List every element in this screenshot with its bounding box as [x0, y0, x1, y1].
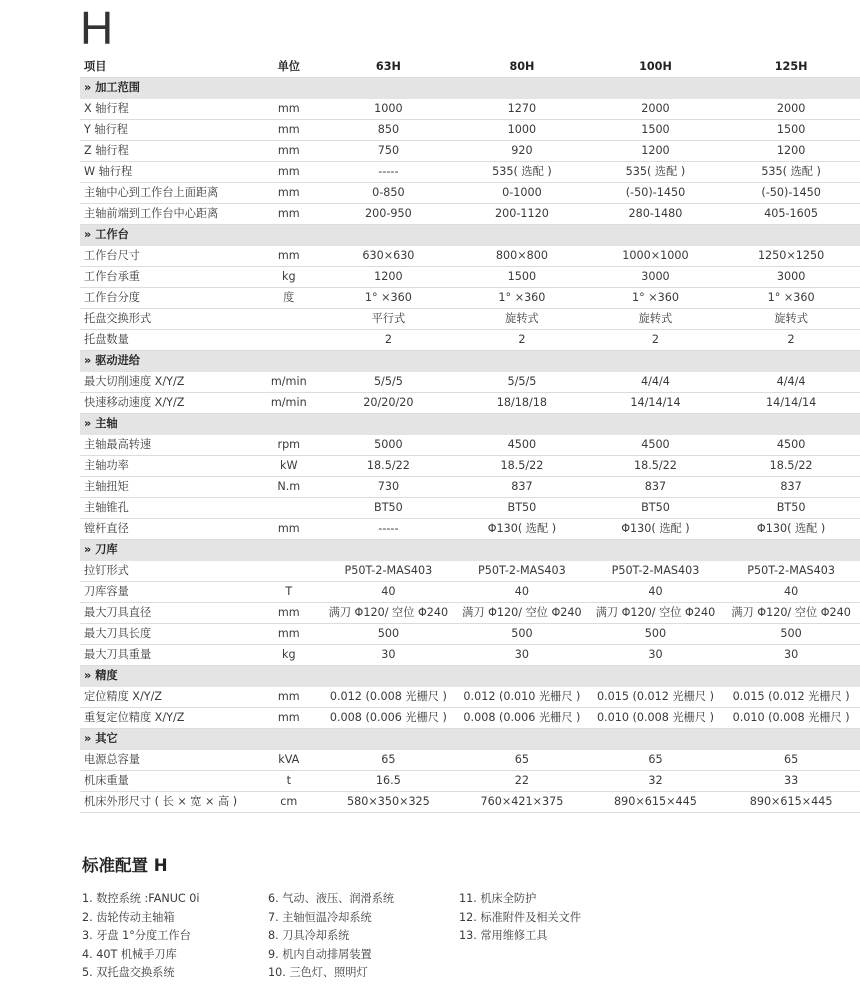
- spec-value: 18.5/22: [722, 456, 860, 477]
- spec-unit: mm: [256, 687, 322, 708]
- spec-unit: [256, 498, 322, 519]
- spec-value: 1500: [455, 267, 589, 288]
- spec-value: Φ130( 选配 ): [589, 519, 723, 540]
- spec-value: 20/20/20: [322, 393, 456, 414]
- spec-value: 0-1000: [455, 183, 589, 204]
- section-marker-icon: »: [84, 228, 92, 241]
- spec-item: 快速移动速度 X/Y/Z: [80, 393, 256, 414]
- spec-item: Y 轴行程: [80, 120, 256, 141]
- spec-value: 0.012 (0.010 光栅尺 ): [455, 687, 589, 708]
- standard-config-item: 7. 主轴恒温冷却系统: [268, 910, 372, 924]
- spec-value: 1° ×360: [455, 288, 589, 309]
- spec-value: 4/4/4: [722, 372, 860, 393]
- spec-value: 890×615×445: [589, 792, 723, 813]
- spec-value: 500: [589, 624, 723, 645]
- spec-unit: t: [256, 771, 322, 792]
- spec-value: 837: [722, 477, 860, 498]
- standard-config-item: 13. 常用维修工具: [459, 929, 548, 942]
- spec-unit: mm: [256, 120, 322, 141]
- spec-unit: kg: [256, 645, 322, 666]
- section-row: [80, 414, 860, 435]
- spec-item: 刀库容量: [80, 582, 256, 603]
- spec-unit: mm: [256, 246, 322, 267]
- spec-value: 2: [455, 330, 589, 351]
- section-title: [80, 78, 860, 99]
- spec-unit: m/min: [256, 393, 322, 414]
- table-row: [80, 267, 860, 288]
- section-title-text: 精度: [95, 669, 118, 682]
- section-marker-icon: »: [84, 669, 92, 682]
- table-row: [80, 330, 860, 351]
- spec-value: 旋转式: [455, 309, 589, 330]
- spec-value: P50T-2-MAS403: [455, 561, 589, 582]
- spec-value: 旋转式: [589, 309, 723, 330]
- spec-value: 0.008 (0.006 光栅尺 ): [322, 708, 456, 729]
- spec-value: 1200: [322, 267, 456, 288]
- spec-value: 18.5/22: [589, 456, 723, 477]
- spec-table: [80, 57, 860, 813]
- spec-unit: [256, 330, 322, 351]
- section-title-text: 主轴: [95, 417, 118, 430]
- header-unit: 单位: [256, 57, 322, 78]
- section-title: [80, 414, 860, 435]
- spec-value: 200-950: [322, 204, 456, 225]
- spec-item: 拉钉形式: [80, 561, 256, 582]
- spec-value: 5000: [322, 435, 456, 456]
- table-row: [80, 456, 860, 477]
- spec-value: 18.5/22: [455, 456, 589, 477]
- section-title-text: 加工范围: [95, 81, 140, 94]
- spec-value: 4500: [455, 435, 589, 456]
- spec-value: P50T-2-MAS403: [589, 561, 723, 582]
- table-row: [80, 792, 860, 813]
- header-model: 63H: [322, 57, 456, 78]
- spec-value: 30: [589, 645, 723, 666]
- section-title: [80, 729, 860, 750]
- spec-item: 工作台分度: [80, 288, 256, 309]
- spec-value: 2: [589, 330, 723, 351]
- spec-value: 40: [589, 582, 723, 603]
- spec-value: 30: [455, 645, 589, 666]
- spec-item: 定位精度 X/Y/Z: [80, 687, 256, 708]
- spec-value: 满刀 Φ120/ 空位 Φ240: [455, 603, 589, 624]
- spec-item: 主轴锥孔: [80, 498, 256, 519]
- spec-unit: rpm: [256, 435, 322, 456]
- spec-item: X 轴行程: [80, 99, 256, 120]
- spec-unit: kg: [256, 267, 322, 288]
- spec-unit: 度: [256, 288, 322, 309]
- spec-value: 4500: [722, 435, 860, 456]
- spec-value: 1° ×360: [722, 288, 860, 309]
- spec-value: 535( 选配 ): [455, 162, 589, 183]
- table-row: [80, 750, 860, 771]
- table-row: [80, 603, 860, 624]
- standard-config-item: 2. 齿轮传动主轴箱: [82, 910, 175, 924]
- spec-value: 30: [322, 645, 456, 666]
- section-marker-icon: »: [84, 417, 92, 430]
- spec-value: 0-850: [322, 183, 456, 204]
- spec-value: 65: [322, 750, 456, 771]
- spec-value: 2: [322, 330, 456, 351]
- spec-unit: mm: [256, 204, 322, 225]
- spec-value: 837: [455, 477, 589, 498]
- spec-value: 405-1605: [722, 204, 860, 225]
- spec-value: 65: [589, 750, 723, 771]
- spec-value: 535( 选配 ): [589, 162, 723, 183]
- spec-value: 0.008 (0.006 光栅尺 ): [455, 708, 589, 729]
- spec-value: 630×630: [322, 246, 456, 267]
- spec-value: 280-1480: [589, 204, 723, 225]
- standard-config-item: 3. 牙盘 1°分度工作台: [82, 929, 191, 942]
- spec-item: 电源总容量: [80, 750, 256, 771]
- section-row: [80, 666, 860, 687]
- section-marker-icon: »: [84, 81, 92, 94]
- spec-item: 镗杆直径: [80, 519, 256, 540]
- spec-value: 535( 选配 ): [722, 162, 860, 183]
- spec-value: P50T-2-MAS403: [722, 561, 860, 582]
- spec-value: Φ130( 选配 ): [455, 519, 589, 540]
- section-row: [80, 540, 860, 561]
- spec-item: 工作台尺寸: [80, 246, 256, 267]
- spec-value: 890×615×445: [722, 792, 860, 813]
- spec-value: 0.012 (0.008 光栅尺 ): [322, 687, 456, 708]
- section-row: [80, 225, 860, 246]
- table-row: [80, 771, 860, 792]
- spec-value: 平行式: [322, 309, 456, 330]
- spec-value: 500: [322, 624, 456, 645]
- section-title-text: 刀库: [95, 543, 118, 556]
- spec-item: Z 轴行程: [80, 141, 256, 162]
- spec-value: 580×350×325: [322, 792, 456, 813]
- spec-value: 1270: [455, 99, 589, 120]
- table-row: [80, 120, 860, 141]
- header-model: 125H: [722, 57, 860, 78]
- spec-value: 5/5/5: [322, 372, 456, 393]
- spec-value: 40: [322, 582, 456, 603]
- section-title-text: 驱动进给: [95, 354, 140, 367]
- spec-value: 满刀 Φ120/ 空位 Φ240: [322, 603, 456, 624]
- spec-value: 旋转式: [722, 309, 860, 330]
- spec-unit: mm: [256, 99, 322, 120]
- spec-value: 4/4/4: [589, 372, 723, 393]
- spec-item: 工作台承重: [80, 267, 256, 288]
- table-row: [80, 246, 860, 267]
- spec-unit: mm: [256, 624, 322, 645]
- table-row: [80, 393, 860, 414]
- spec-value: 1250×1250: [722, 246, 860, 267]
- spec-value: 65: [455, 750, 589, 771]
- standard-config-item: 5. 双托盘交换系统: [82, 966, 175, 979]
- header-model: 80H: [455, 57, 589, 78]
- standard-config-item: 9. 机内自动排屑装置: [268, 947, 372, 961]
- spec-value: 40: [722, 582, 860, 603]
- section-row: [80, 78, 860, 99]
- table-header-row: [80, 57, 860, 78]
- spec-value: Φ130( 选配 ): [722, 519, 860, 540]
- spec-item: 重复定位精度 X/Y/Z: [80, 708, 256, 729]
- spec-value: 33: [722, 771, 860, 792]
- spec-item: 主轴前端到工作台中心距离: [80, 204, 256, 225]
- table-row: [80, 183, 860, 204]
- table-row: [80, 708, 860, 729]
- header-model: 100H: [589, 57, 723, 78]
- spec-value: 1000: [455, 120, 589, 141]
- spec-value: 0.010 (0.008 光栅尺 ): [722, 708, 860, 729]
- table-row: [80, 624, 860, 645]
- spec-value: 730: [322, 477, 456, 498]
- spec-value: 500: [455, 624, 589, 645]
- table-row: [80, 204, 860, 225]
- spec-value: 5/5/5: [455, 372, 589, 393]
- spec-value: 2: [722, 330, 860, 351]
- spec-unit: [256, 561, 322, 582]
- spec-value: 2000: [722, 99, 860, 120]
- page-letter: H: [80, 2, 114, 54]
- table-row: [80, 519, 860, 540]
- table-row: [80, 435, 860, 456]
- spec-value: BT50: [455, 498, 589, 519]
- section-title: [80, 225, 860, 246]
- spec-value: BT50: [722, 498, 860, 519]
- spec-value: 满刀 Φ120/ 空位 Φ240: [589, 603, 723, 624]
- section-title: [80, 351, 860, 372]
- spec-unit: mm: [256, 183, 322, 204]
- spec-item: 托盘数量: [80, 330, 256, 351]
- section-marker-icon: »: [84, 732, 92, 745]
- standard-config-item: 1. 数控系统 :FANUC 0i: [82, 892, 200, 905]
- spec-item: 最大刀具直径: [80, 603, 256, 624]
- table-row: [80, 162, 860, 183]
- spec-value: 1200: [589, 141, 723, 162]
- spec-value: 4500: [589, 435, 723, 456]
- spec-item: 主轴中心到工作台上面距离: [80, 183, 256, 204]
- table-row: [80, 645, 860, 666]
- spec-item: 主轴最高转速: [80, 435, 256, 456]
- spec-value: 760×421×375: [455, 792, 589, 813]
- spec-value: 3000: [589, 267, 723, 288]
- spec-value: 16.5: [322, 771, 456, 792]
- spec-value: -----: [322, 519, 456, 540]
- spec-unit: kW: [256, 456, 322, 477]
- standard-config-item: 6. 气动、液压、润滑系统: [268, 892, 395, 905]
- spec-value: 1000×1000: [589, 246, 723, 267]
- spec-value: 0.010 (0.008 光栅尺 ): [589, 708, 723, 729]
- spec-item: 最大刀具重量: [80, 645, 256, 666]
- table-row: [80, 582, 860, 603]
- spec-unit: mm: [256, 519, 322, 540]
- spec-value: 200-1120: [455, 204, 589, 225]
- spec-value: 22: [455, 771, 589, 792]
- section-title-text: 工作台: [95, 228, 129, 241]
- section-title: [80, 540, 860, 561]
- table-row: [80, 141, 860, 162]
- spec-value: 14/14/14: [722, 393, 860, 414]
- table-row: [80, 477, 860, 498]
- spec-item: 最大刀具长度: [80, 624, 256, 645]
- section-marker-icon: »: [84, 543, 92, 556]
- spec-value: 2000: [589, 99, 723, 120]
- spec-value: 1500: [722, 120, 860, 141]
- spec-value: (-50)-1450: [589, 183, 723, 204]
- standard-config-item: 8. 刀具冷却系统: [268, 929, 350, 942]
- section-title: [80, 666, 860, 687]
- spec-value: 1200: [722, 141, 860, 162]
- spec-value: -----: [322, 162, 456, 183]
- spec-value: 30: [722, 645, 860, 666]
- table-row: [80, 288, 860, 309]
- spec-table-body: [80, 57, 860, 813]
- spec-item: 托盘交换形式: [80, 309, 256, 330]
- spec-value: (-50)-1450: [722, 183, 860, 204]
- spec-value: 750: [322, 141, 456, 162]
- spec-value: 0.015 (0.012 光栅尺 ): [722, 687, 860, 708]
- spec-unit: [256, 309, 322, 330]
- spec-value: 18.5/22: [322, 456, 456, 477]
- spec-unit: kVA: [256, 750, 322, 771]
- spec-value: BT50: [589, 498, 723, 519]
- spec-value: 65: [722, 750, 860, 771]
- table-row: [80, 561, 860, 582]
- spec-value: 1° ×360: [322, 288, 456, 309]
- table-row: [80, 498, 860, 519]
- section-marker-icon: »: [84, 354, 92, 367]
- spec-value: 1° ×360: [589, 288, 723, 309]
- spec-unit: N.m: [256, 477, 322, 498]
- spec-value: 1000: [322, 99, 456, 120]
- spec-item: 主轴扭矩: [80, 477, 256, 498]
- spec-value: BT50: [322, 498, 456, 519]
- standard-config-title: 标准配置 H: [82, 856, 168, 875]
- table-row: [80, 372, 860, 393]
- standard-config-column: [459, 890, 581, 946]
- spec-value: 满刀 Φ120/ 空位 Φ240: [722, 603, 860, 624]
- spec-value: 837: [589, 477, 723, 498]
- spec-value: 3000: [722, 267, 860, 288]
- spec-value: P50T-2-MAS403: [322, 561, 456, 582]
- spec-item: 机床重量: [80, 771, 256, 792]
- spec-unit: m/min: [256, 372, 322, 393]
- spec-unit: mm: [256, 708, 322, 729]
- spec-unit: mm: [256, 603, 322, 624]
- table-row: [80, 99, 860, 120]
- spec-value: 920: [455, 141, 589, 162]
- spec-value: 32: [589, 771, 723, 792]
- table-row: [80, 687, 860, 708]
- spec-item: 主轴功率: [80, 456, 256, 477]
- standard-config-item: 12. 标准附件及相关文件: [459, 910, 582, 924]
- standard-config-item: 4. 40T 机械手刀库: [82, 947, 177, 961]
- standard-config-column: [82, 890, 200, 983]
- section-row: [80, 351, 860, 372]
- spec-item: W 轴行程: [80, 162, 256, 183]
- spec-unit: mm: [256, 162, 322, 183]
- standard-config-column: [268, 890, 394, 983]
- header-item: 项目: [80, 57, 256, 78]
- section-row: [80, 729, 860, 750]
- standard-config-item: 10. 三色灯、照明灯: [268, 966, 368, 979]
- spec-value: 40: [455, 582, 589, 603]
- spec-unit: mm: [256, 141, 322, 162]
- spec-unit: T: [256, 582, 322, 603]
- standard-config-item: 11. 机床全防护: [459, 892, 537, 905]
- spec-value: 1500: [589, 120, 723, 141]
- section-title-text: 其它: [95, 732, 118, 745]
- spec-value: 500: [722, 624, 860, 645]
- spec-item: 机床外形尺寸 ( 长 × 宽 × 高 ): [80, 792, 256, 813]
- spec-value: 0.015 (0.012 光栅尺 ): [589, 687, 723, 708]
- table-row: [80, 309, 860, 330]
- spec-unit: cm: [256, 792, 322, 813]
- spec-value: 850: [322, 120, 456, 141]
- spec-value: 800×800: [455, 246, 589, 267]
- spec-value: 18/18/18: [455, 393, 589, 414]
- spec-item: 最大切削速度 X/Y/Z: [80, 372, 256, 393]
- spec-value: 14/14/14: [589, 393, 723, 414]
